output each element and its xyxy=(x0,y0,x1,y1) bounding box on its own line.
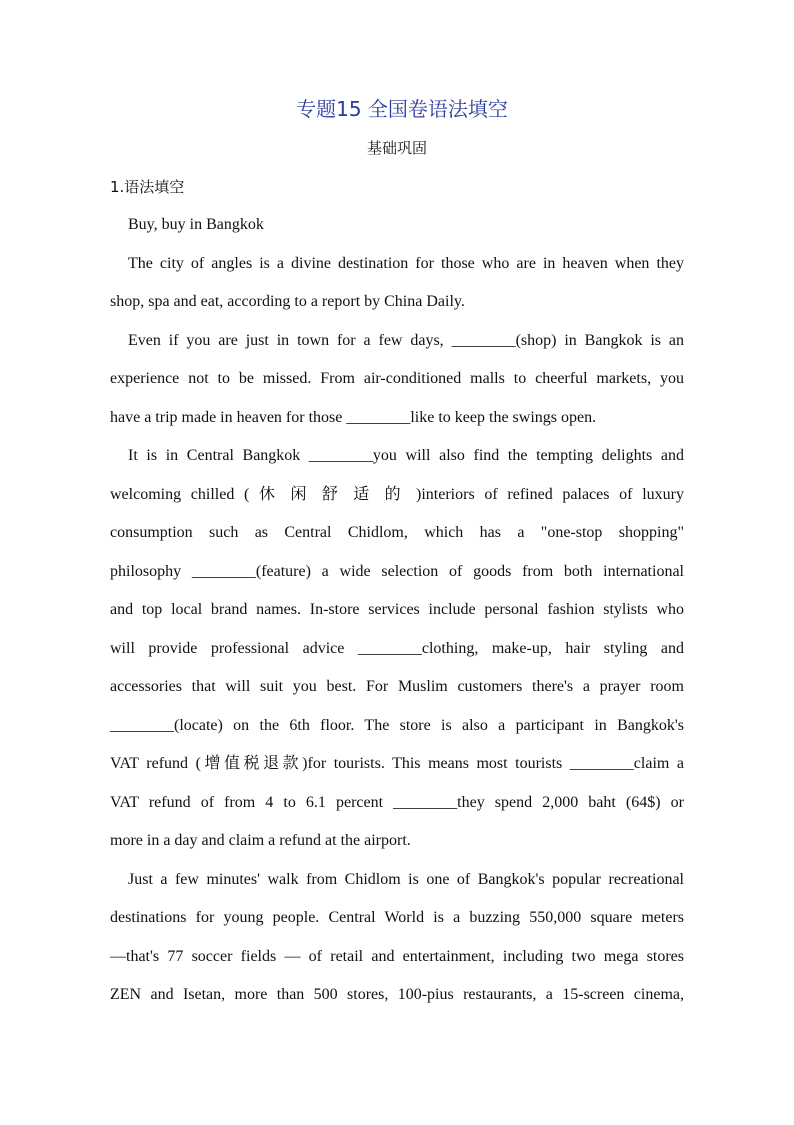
document-page xyxy=(110,92,684,1015)
passage-line: have a trip made in heaven for those ________like to keep the swings open. xyxy=(110,408,597,426)
page-title: 专题15 全国卷语法填空 xyxy=(296,97,508,121)
passage-title: Buy, buy in Bangkok xyxy=(128,216,264,233)
passage-line: accessories that will suit you best. For Muslim customers there's a prayer room xyxy=(110,678,684,695)
passage-line: —that's 77 soccer fields — of retail and entertainment, including two mega stores xyxy=(110,947,684,965)
passage-line: and top local brand names. In-store services include personal fashion stylists who xyxy=(110,601,684,618)
passage-line: experience not to be missed. From air-conditioned malls to cheerful markets, you xyxy=(110,370,684,387)
passage-line: will provide professional advice ________clothing, make-up, hair styling and xyxy=(110,639,684,657)
passage-line: ________(locate) on the 6th floor. The store is also a participant in Bangkok's xyxy=(110,716,684,734)
passage-line: welcoming chilled ( 休 闲 舒 适 的 )interiors of refined palaces of luxury xyxy=(110,485,684,503)
section-heading: 1.语法填空 xyxy=(110,178,185,196)
passage-line: philosophy ________(feature) a wide selection of goods from both international xyxy=(110,562,684,580)
passage-line: ZEN and Isetan, more than 500 stores, 100-pius restaurants, a 15-screen cinema, xyxy=(110,986,684,1003)
passage-line: It is in Central Bangkok ________you will also find the tempting delights and xyxy=(128,447,684,464)
passage-line: Just a few minutes' walk from Chidlom is one of Bangkok's popular recreational xyxy=(128,870,684,888)
passage-line: shop, spa and eat, according to a report by China Daily. xyxy=(110,293,465,310)
passage-line: VAT refund (增值税退款)for tourists. This means most tourists ________claim a xyxy=(110,755,684,772)
passage-line: The city of angles is a divine destination for those who are in heaven when they xyxy=(128,254,684,272)
passage-line: more in a day and claim a refund at the airport. xyxy=(110,832,411,849)
passage-line: consumption such as Central Chidlom, which has a "one-stop shopping" xyxy=(110,524,684,541)
passage-line: destinations for young people. Central World is a buzzing 550,000 square meters xyxy=(110,909,684,926)
page-subtitle: 基础巩固 xyxy=(366,139,427,157)
passage-line: VAT refund of from 4 to 6.1 percent ________they spend 2,000 baht (64$) or xyxy=(110,793,684,811)
passage-line: Even if you are just in town for a few days, ________(shop) in Bangkok is an xyxy=(128,331,684,349)
